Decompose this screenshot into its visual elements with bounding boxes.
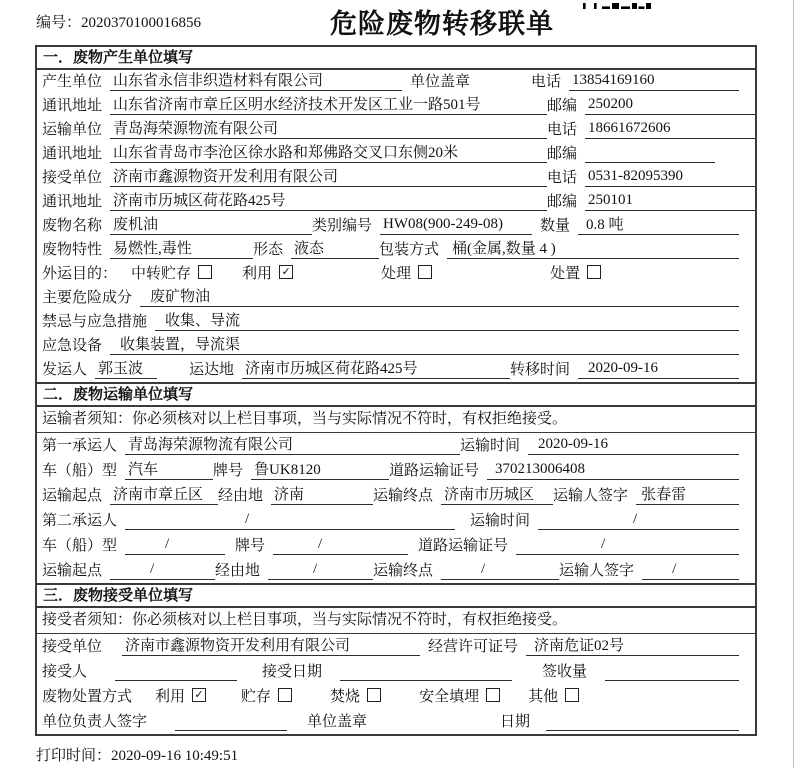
field-value	[115, 662, 237, 681]
field-value	[546, 712, 739, 731]
field-value: 济南市鑫源物资开发利用有限公司	[110, 166, 547, 187]
field-value: 济南市历城区荷花路425号	[242, 358, 510, 379]
checkbox-label: 利用	[242, 266, 273, 282]
field-label: 运输起点	[42, 488, 103, 504]
field-label: 接受人	[42, 664, 88, 680]
field-label: 电话	[547, 170, 578, 186]
field-value: 250200	[585, 96, 755, 115]
checkbox-label: 中转贮存	[131, 266, 192, 282]
field-label: 牌号	[213, 463, 244, 479]
print-time-value: 2020-09-16 10:49:51	[111, 748, 239, 764]
field-label: 道路运输证号	[389, 463, 480, 479]
checkbox-landfill	[419, 685, 500, 706]
form-row	[37, 190, 755, 214]
checkbox-label: 安全填埋	[419, 689, 480, 705]
field-value	[585, 144, 715, 163]
field-label: 接受单位	[42, 170, 103, 186]
field-value: 济南市鑫源物资开发利用有限公司	[122, 634, 420, 656]
checkbox-treat	[381, 262, 432, 283]
field-value: 13854169160	[569, 72, 739, 91]
notice-receiver: 接受者须知：你必须核对以上栏目事项，当与实际情况不符时，有权拒绝接受。	[37, 608, 755, 634]
form-row	[37, 142, 755, 166]
field-value: 青岛海荣源物流有限公司	[125, 433, 460, 455]
field-label: 运输终点	[373, 488, 434, 504]
form-row	[37, 684, 755, 709]
field-label: 牌号	[235, 538, 266, 554]
field-value: 山东省永信非织造材料有限公司	[110, 70, 402, 91]
field-label: 经由地	[218, 488, 264, 504]
form-number	[36, 11, 201, 32]
field-label: 运输终点	[373, 563, 434, 579]
form-row	[37, 458, 755, 483]
field-label: 第一承运人	[42, 438, 118, 454]
field-value: 鲁UK8120	[251, 458, 389, 480]
form-row	[37, 358, 755, 382]
field-label: 通讯地址	[42, 194, 103, 210]
field-label: 单位盖章	[410, 74, 471, 90]
field-label: 禁忌与应急措施	[42, 314, 148, 330]
field-value: 郭玉波	[95, 358, 157, 379]
field-value: 废机油	[110, 214, 312, 235]
checkbox-other	[528, 685, 579, 706]
field-label: 运输单位	[42, 122, 103, 138]
field-label: 道路运输证号	[418, 538, 509, 554]
field-label: 类别编号	[312, 218, 373, 234]
field-label: 产生单位	[42, 74, 103, 90]
field-value: 济南市历城区荷花路425号	[110, 190, 547, 211]
field-value: 济南市历城区	[441, 483, 553, 505]
field-value: /	[516, 536, 739, 555]
checkbox-label: 处置	[550, 266, 581, 282]
checkbox-store	[241, 685, 292, 706]
field-value: 收集、导流	[155, 310, 739, 331]
page-title: 危险废物转移联单	[330, 9, 554, 39]
unchecked-checkbox-icon	[587, 265, 601, 279]
checked-checkbox-icon: ✓	[279, 265, 293, 279]
field-value: 山东省济南市章丘区明水经济技术开发区工业一路501号	[110, 94, 547, 115]
field-label: 接受单位	[42, 639, 103, 655]
field-label: 主要危险成分	[42, 290, 133, 306]
field-value: 济南危证02号	[526, 634, 739, 656]
form-row	[37, 334, 755, 358]
field-label: 经由地	[215, 563, 261, 579]
section-transporter	[37, 382, 755, 583]
field-value: 0531-82095390	[585, 168, 755, 187]
checkbox-dispose	[550, 262, 601, 283]
unchecked-checkbox-icon	[486, 688, 500, 702]
section-heading-producer: 一．废物产生单位填写	[37, 47, 755, 70]
field-value: 山东省青岛市李沧区徐水路和郑佛路交叉口东侧20米	[110, 142, 547, 163]
form-row	[37, 118, 755, 142]
field-label: 接受日期	[262, 664, 323, 680]
field-value: 2020-09-16	[578, 360, 739, 379]
form-number-value: 2020370100016856	[81, 15, 202, 31]
field-value	[175, 712, 287, 731]
checkbox-label: 利用	[155, 689, 186, 705]
form-number-label: 编号：	[36, 15, 82, 31]
field-label: 运输时间	[460, 438, 521, 454]
field-label: 包装方式	[379, 242, 440, 258]
hazardous-waste-manifest-form	[35, 45, 757, 736]
field-value: 张春雷	[636, 483, 739, 505]
form-row	[37, 433, 755, 458]
field-value: 易燃性,毒性	[110, 238, 253, 259]
field-label: 电话	[547, 122, 578, 138]
field-value: /	[642, 561, 739, 580]
field-value: 济南	[271, 483, 373, 505]
field-label: 废物处置方式	[42, 689, 133, 705]
field-label: 运达地	[189, 362, 235, 378]
field-value: /	[110, 561, 215, 580]
unchecked-checkbox-icon	[565, 688, 579, 702]
field-label: 车（船）型	[42, 463, 118, 479]
form-row	[37, 238, 755, 262]
print-time	[36, 744, 238, 765]
field-label: 邮编	[547, 146, 578, 162]
unchecked-checkbox-icon	[278, 688, 292, 702]
field-label: 经营许可证号	[428, 639, 519, 655]
form-row	[37, 310, 755, 334]
form-row	[37, 634, 755, 659]
checkbox-label: 焚烧	[330, 689, 361, 705]
field-value: 青岛海荣源物流有限公司	[110, 118, 547, 139]
field-label: 第二承运人	[42, 513, 118, 529]
checkbox-recycle	[242, 262, 293, 283]
field-value	[605, 662, 739, 681]
field-label: 应急设备	[42, 338, 103, 354]
field-value: 收集装置，导流渠	[110, 334, 739, 355]
field-value: 桶(金属,数量 4 )	[447, 238, 739, 259]
field-label: 签收量	[542, 664, 588, 680]
field-label: 单位盖章	[307, 714, 368, 730]
field-label: 电话	[530, 74, 561, 90]
form-row	[37, 709, 755, 734]
field-value: 18661672606	[585, 120, 755, 139]
field-label: 通讯地址	[42, 98, 103, 114]
checkbox-label: 其他	[528, 689, 559, 705]
form-row	[37, 533, 755, 558]
field-label: 运输时间	[470, 513, 531, 529]
field-label: 废物名称	[42, 218, 103, 234]
form-row	[37, 214, 755, 238]
field-label: 数量	[540, 218, 571, 234]
field-label: 日期	[500, 714, 531, 730]
section-heading-transporter: 二．废物运输单位填写	[37, 384, 755, 407]
field-value: 济南市章丘区	[110, 483, 218, 505]
field-value: /	[268, 561, 373, 580]
field-value: 370213006408	[487, 461, 739, 480]
field-value: /	[441, 561, 559, 580]
form-row	[37, 558, 755, 583]
form-row	[37, 70, 755, 94]
field-label: 废物特性	[42, 242, 103, 258]
notice-transporter: 运输者须知：你必须核对以上栏目事项，当与实际情况不符时，有权拒绝接受。	[37, 407, 755, 433]
section-receiver	[37, 583, 755, 734]
form-row	[37, 94, 755, 118]
form-row	[37, 262, 755, 286]
unchecked-checkbox-icon	[418, 265, 432, 279]
unchecked-checkbox-icon	[367, 688, 381, 702]
checkbox-label: 处理	[381, 266, 412, 282]
unchecked-checkbox-icon	[198, 265, 212, 279]
page-edge-line	[793, 0, 794, 768]
field-label: 形态	[253, 242, 284, 258]
field-label: 转移时间	[510, 362, 571, 378]
checkbox-recycle	[155, 685, 206, 706]
checked-checkbox-icon: ✓	[192, 688, 206, 702]
field-value: 2020-09-16	[528, 436, 739, 455]
field-label: 外运目的：	[42, 266, 118, 282]
field-label: 发运人	[42, 362, 88, 378]
field-label: 车（船）型	[42, 538, 118, 554]
field-value: /	[538, 511, 739, 530]
field-label: 单位负责人签字	[42, 714, 148, 730]
field-value: 液态	[291, 238, 379, 259]
qr-code-fragment-icon	[583, 0, 651, 9]
checkbox-incinerate	[330, 685, 381, 706]
field-value	[340, 662, 512, 681]
field-value: /	[273, 536, 408, 555]
field-label: 运输人签字	[559, 563, 635, 579]
field-value: /	[125, 511, 455, 530]
field-value: 0.8 吨	[578, 214, 739, 235]
field-value: 废矿物油	[140, 286, 739, 307]
form-row	[37, 483, 755, 508]
field-label: 运输人签字	[553, 488, 629, 504]
checkbox-transfer-storage	[131, 262, 212, 283]
section-producer	[37, 47, 755, 382]
form-row	[37, 166, 755, 190]
field-label: 邮编	[547, 98, 578, 114]
form-row	[37, 508, 755, 533]
field-label: 运输起点	[42, 563, 103, 579]
field-value: 汽车	[125, 458, 213, 480]
print-time-label: 打印时间：	[36, 748, 112, 764]
field-value: 250101	[585, 192, 755, 211]
form-row	[37, 286, 755, 310]
field-value: HW08(900-249-08)	[380, 216, 532, 235]
field-value: /	[125, 536, 225, 555]
field-label: 邮编	[547, 194, 578, 210]
form-row	[37, 659, 755, 684]
checkbox-label: 贮存	[241, 689, 272, 705]
field-label: 通讯地址	[42, 146, 103, 162]
section-heading-receiver: 三．废物接受单位填写	[37, 585, 755, 608]
